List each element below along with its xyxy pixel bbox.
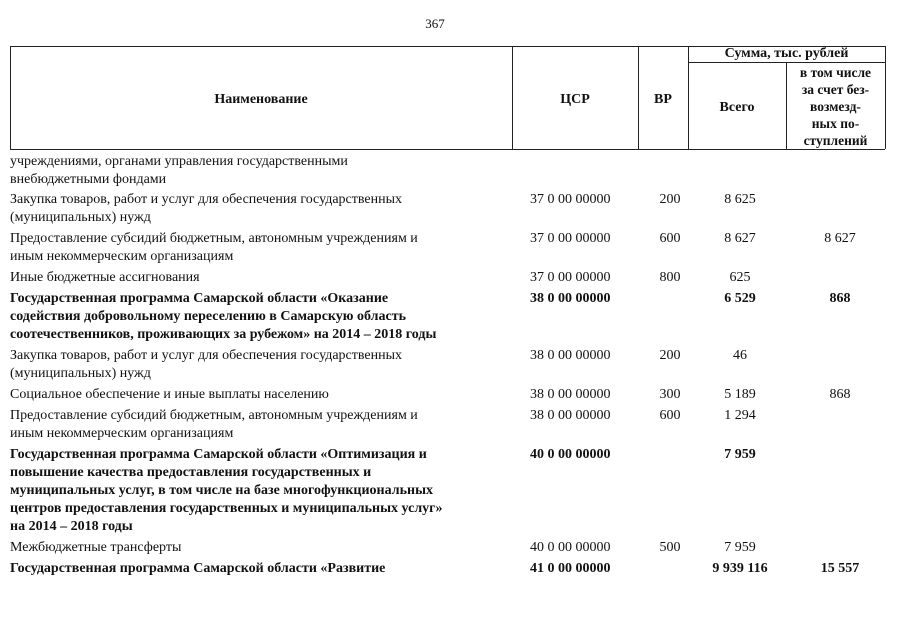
row-csr: 38 0 00 00000 — [530, 387, 611, 402]
row-csr: 38 0 00 00000 — [530, 291, 611, 306]
row-name-line: иным некоммерческим организациям — [10, 426, 234, 441]
row-name-line: Предоставление субсидий бюджетным, автономным учреждениям и — [10, 231, 418, 246]
row-total: 46 — [733, 348, 747, 363]
row-csr: 37 0 00 00000 — [530, 270, 611, 285]
table-row — [10, 153, 890, 189]
row-name-line: внебюджетными фондами — [10, 172, 167, 187]
row-name-line: Закупка товаров, работ и услуг для обеспечения государственных — [10, 348, 403, 363]
header-total: Всего — [719, 100, 755, 115]
row-vr: 600 — [659, 231, 681, 246]
table-row — [10, 539, 890, 557]
table-row — [10, 269, 890, 287]
row-vr: 600 — [659, 408, 681, 423]
row-csr: 40 0 00 00000 — [530, 540, 611, 555]
table-row — [10, 407, 890, 443]
table-row — [10, 230, 890, 266]
table-body — [10, 153, 890, 578]
row-name — [10, 269, 500, 287]
page-number: 367 — [425, 16, 445, 31]
row-vr: 200 — [659, 348, 681, 363]
row-name — [10, 347, 500, 383]
row-name-line: Государственная программа Самарской области «Развитие — [10, 561, 386, 576]
header-free-line: в том числе — [799, 65, 872, 80]
header-free-line: возмезд- — [810, 99, 861, 114]
table-row — [10, 446, 890, 536]
row-name-line: Государственная программа Самарской области «Оптимизация и — [10, 447, 427, 462]
row-vr: 800 — [659, 270, 681, 285]
table-row — [10, 386, 890, 404]
row-total: 8 627 — [724, 231, 756, 246]
row-csr: 41 0 00 00000 — [530, 561, 611, 576]
row-name-line: Закупка товаров, работ и услуг для обеспечения государственных — [10, 192, 403, 207]
table-row — [10, 290, 890, 344]
row-free: 868 — [829, 291, 851, 306]
row-name — [10, 290, 500, 344]
row-name — [10, 230, 500, 266]
row-name — [10, 191, 500, 227]
header-sum: Сумма, тыс. рублей — [724, 46, 849, 61]
row-total: 625 — [729, 270, 751, 285]
row-csr: 38 0 00 00000 — [530, 348, 611, 363]
table-row — [10, 347, 890, 383]
row-name-line: иным некоммерческим организациям — [10, 249, 234, 264]
row-name-line: Предоставление субсидий бюджетным, автономным учреждениям и — [10, 408, 418, 423]
row-total: 7 959 — [724, 447, 756, 462]
row-name — [10, 407, 500, 443]
header-name: Наименование — [214, 92, 308, 107]
row-total: 8 625 — [724, 192, 756, 207]
row-csr: 38 0 00 00000 — [530, 408, 611, 423]
row-vr: 300 — [659, 387, 681, 402]
row-name-line: соотечественников, проживающих за рубежом» на 2014 – 2018 годы — [10, 327, 437, 342]
row-name-line: учреждениями, органами управления государственными — [10, 154, 348, 169]
row-name — [10, 539, 500, 557]
row-name — [10, 560, 500, 578]
row-total: 7 959 — [724, 540, 756, 555]
row-name — [10, 386, 500, 404]
row-name-line: центров предоставления государственных и муниципальных услуг» — [10, 501, 443, 516]
header-vr: ВР — [654, 92, 672, 107]
row-vr: 200 — [659, 192, 681, 207]
row-name — [10, 153, 500, 189]
row-csr: 37 0 00 00000 — [530, 192, 611, 207]
row-free: 8 627 — [824, 231, 856, 246]
header-bottom-border — [10, 149, 885, 150]
row-name-line: повышение качества предоставления государственных и — [10, 465, 372, 480]
row-csr: 40 0 00 00000 — [530, 447, 611, 462]
row-free: 15 557 — [820, 561, 860, 576]
row-total: 6 529 — [724, 291, 756, 306]
row-total: 1 294 — [724, 408, 756, 423]
row-csr: 37 0 00 00000 — [530, 231, 611, 246]
header-free — [786, 64, 885, 149]
row-name-line: Социальное обеспечение и иные выплаты населению — [10, 387, 329, 402]
header-free-line: за счет без- — [801, 82, 870, 97]
row-name-line: муниципальных услуг, в том числе на базе многофункциональных — [10, 483, 433, 498]
row-name-line: содействия добровольному переселению в Самарскую область — [10, 309, 406, 324]
table-row — [10, 560, 890, 578]
row-name — [10, 446, 500, 536]
row-name-line: Иные бюджетные ассигнования — [10, 270, 200, 285]
row-vr: 500 — [659, 540, 681, 555]
table-right-border — [885, 46, 886, 149]
row-name-line: Государственная программа Самарской области «Оказание — [10, 291, 389, 306]
row-name-line: (муниципальных) нужд — [10, 366, 151, 381]
header-csr: ЦСР — [560, 92, 590, 107]
header-free-line: ных по- — [811, 116, 860, 131]
row-free: 868 — [829, 387, 851, 402]
table-row — [10, 191, 890, 227]
row-name-line: Межбюджетные трансферты — [10, 540, 182, 555]
row-name-line: (муниципальных) нужд — [10, 210, 151, 225]
row-name-line: на 2014 – 2018 годы — [10, 519, 133, 534]
row-total: 5 189 — [724, 387, 756, 402]
header-free-line: ступлений — [803, 133, 868, 148]
row-total: 9 939 116 — [712, 561, 768, 576]
